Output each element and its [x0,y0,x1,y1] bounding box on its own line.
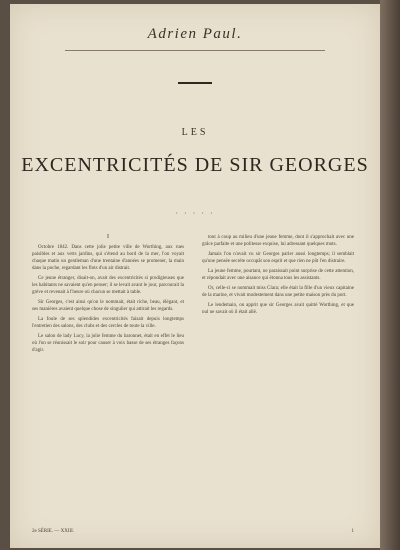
text-column-right [202,234,354,319]
page-title: EXCENTRICITÉS DE SIR GEORGES [21,154,369,176]
title-article: LES [181,127,209,138]
footer-series: 2e SÉRIE. — XXIII. [32,529,75,534]
title-ornament: · · · · · [175,209,215,218]
paragraph: La jeune femme, pourtant, ne paraissait point surprise de cette attention, et répondait avec une aisance qui étonna tous les assistants. [202,269,354,281]
paragraph: tout à coup au milieu d'une jeune femme, dont il s'approchait avec une grâce parfaite et une politesse exquise, lui adressant quelques mots. [202,235,354,247]
paragraph: La foule de ses splendides excentricités faisait depuis longtemps l'entretien des salons, des clubs et des cercles de toute la ville. [32,317,184,329]
book-binding [380,0,400,550]
paragraph: Le lendemain, on apprit que sir Georges avait quitté Worthing, et que nul ne savait où il était allé. [202,303,354,315]
text-column-left [32,234,184,357]
page-number: 1 [351,529,354,534]
paragraph: Le salon de lady Lucy, la jolie femme du baronnet, était en effet le lieu où l'on se réunissait le soir pour causer à voix basse de ses étranges façons d'agir. [32,334,184,353]
paragraph: Ce jeune étranger, disait-on, avait des excentricités si prodigieuses que les habitants ne savaient qu'en penser; il se levait avant le jour, parcourait la grève et revenait à l'heure où chacun se mettait à table. [32,276,184,295]
page-footer [32,529,354,534]
document-page [10,4,380,548]
author-header: Adrien Paul. [147,26,243,42]
paragraph: Jamais l'on n'avait vu sir Georges parler aussi longtemps; il semblait qu'une pensée secrète occupât son esprit et que rien ne pût l'en distraire. [202,252,354,264]
section-numeral: I [107,234,109,240]
title-divider [178,82,212,84]
paragraph: Sir Georges, c'est ainsi qu'on le nommait, était riche, beau, élégant, et ses manières avaient quelque chose de singulier qui attirait les regards. [32,300,184,312]
paragraph: Octobre 1842. Dans cette jolie petite ville de Worthing, aux rues paisibles et aux verts jardins, qui s'étend au bord de la mer, l'on voyait chaque matin un gentleman d'une trentaine d'années se promener, la main dans la poche, regardant les flots d'un air distrait. [32,245,184,271]
paragraph: Or, celle-ci se nommait miss Clara; elle était la fille d'un vieux capitaine de la marine, et vivait modestement dans une petite maison près du port. [202,286,354,298]
header-rule [65,50,325,51]
